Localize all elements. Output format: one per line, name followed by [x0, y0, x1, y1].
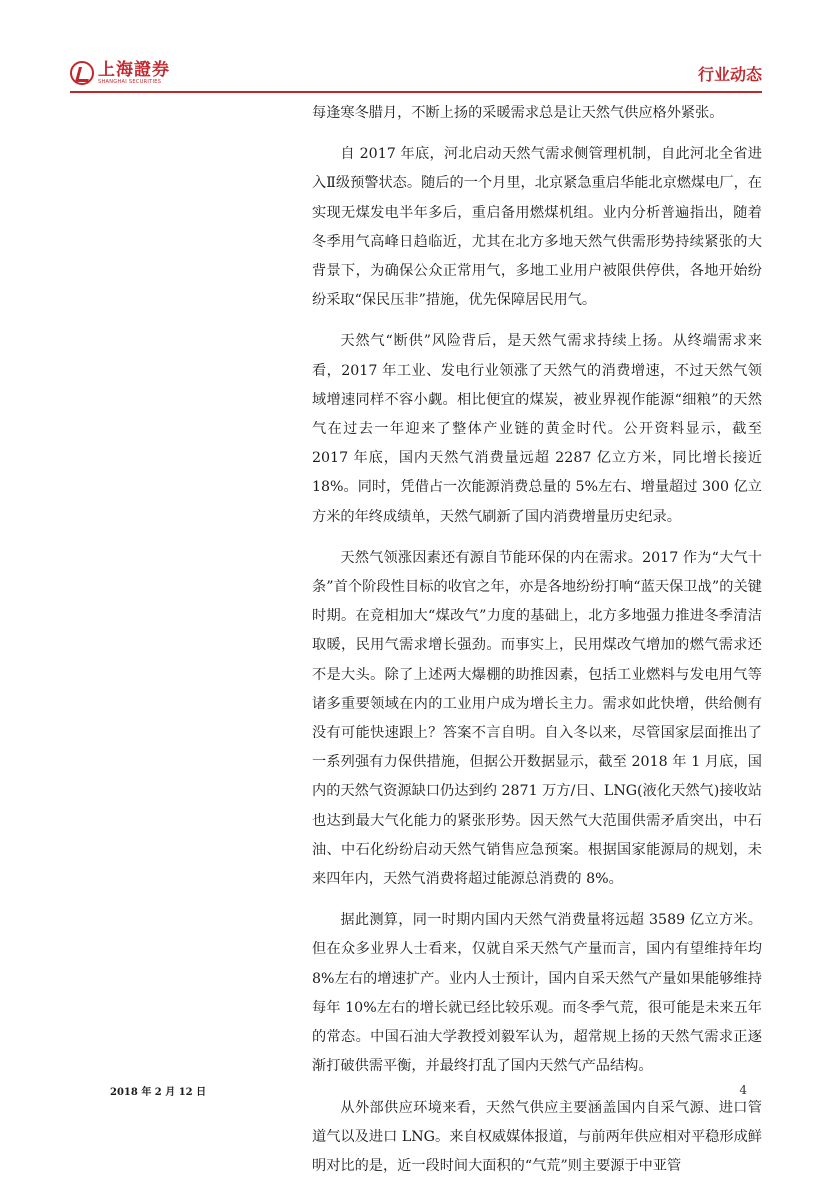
paragraph: 从外部供应环境来看，天然气供应主要涵盖国内自采气源、进口管道气以及进口 LNG。来自权威媒体报道，与前两年供应相对平稳形成鲜明对比的是，近一段时间大面积的“气荒”则主要源于中亚管 [312, 1094, 762, 1181]
paragraph: 天然气“断供”风险背后，是天然气需求持续上扬。从终端需求来看，2017 年工业、发电行业领涨了天然气的消费增速，不过天然气领域增速同样不容小觑。相比便宜的煤炭，被业界视作能源“细粮”的天然气在过去一年迎来了整体产业链的黄金时代。公开资料显示，截至 2017 年底，国内天然气消费量远超 2287 亿立方米，同比增长接近 18%。同时，凭借占一次能源消费总量的 5%左右、增量超过 300 亿立方米的年终成绩单，天然气刷新了国内消费增量历史纪录。 [312, 327, 762, 531]
page-header [70, 56, 762, 90]
logo-emblem-icon [70, 61, 94, 85]
article-body [312, 99, 762, 1181]
section-title: 行业动态 [698, 62, 762, 85]
logo-chinese-name: 上海證券 [98, 61, 170, 79]
footer-date: 2018 年 2 月 12 日 [110, 1083, 206, 1098]
page-number: 4 [739, 1083, 747, 1097]
company-logo [70, 60, 170, 86]
paragraph: 自 2017 年底，河北启动天然气需求侧管理机制，自此河北全省进入Ⅱ级预警状态。随后的一个月里，北京紧急重启华能北京燃煤电厂，在实现无煤发电半年多后，重启备用燃煤机组。业内分析普遍指出，随着冬季用气高峰日趋临近，尤其在北方多地天然气供需形势持续紧张的大背景下，为确保公众正常用气，多地工业用户被限供停供，各地开始纷纷采取“保民压非”措施，优先保障居民用气。 [312, 140, 762, 315]
logo-english-name: SHANGHAI SECURITIES [98, 79, 170, 85]
paragraph: 每逢寒冬腊月，不断上扬的采暖需求总是让天然气供应格外紧张。 [312, 99, 762, 128]
paragraph: 据此测算，同一时期内国内天然气消费量将远超 3589 亿立方米。但在众多业界人士看来，仅就自采天然气产量而言，国内有望维持年均 8%左右的增速扩产。业内人士预计，国内自采天然气产量如果能够维持每年 10%左右的增长就已经比较乐观。而冬季气荒，很可能是未来五年的常态。中国石油大学教授刘毅军认为，超常规上扬的天然气需求正逐渐打破供需平衡，并最终打乱了国内天然气产品结构。 [312, 906, 762, 1081]
logo-text [98, 61, 170, 85]
paragraph: 天然气领涨因素还有源自节能环保的内在需求。2017 作为“大气十条”首个阶段性目标的收官之年，亦是各地纷纷打响“蓝天保卫战”的关键时期。在竞相加大“煤改气”力度的基础上，北方多地强力推进冬季清洁取暖，民用气需求增长强劲。而事实上，民用煤改气增加的燃气需求还不是大头。除了上述两大爆棚的助推因素，包括工业燃料与发电用气等诸多重要领域在内的工业用户成为增长主力。需求如此快增，供给侧有没有可能快速跟上？答案不言自明。自入冬以来，尽管国家层面推出了一系列强有力保供措施，但据公开数据显示，截至 2018 年 1 月底，国内的天然气资源缺口仍达到约 2871 万方/日、LNG(液化天然气)接收站也达到最大气化能力的紧张形势。因天然气大范围供需矛盾突出，中石油、中石化纷纷启动天然气销售应急预案。根据国家能源局的规划，未来四年内，天然气消费将超过能源总消费的 8%。 [312, 544, 762, 894]
header-divider [70, 91, 762, 93]
